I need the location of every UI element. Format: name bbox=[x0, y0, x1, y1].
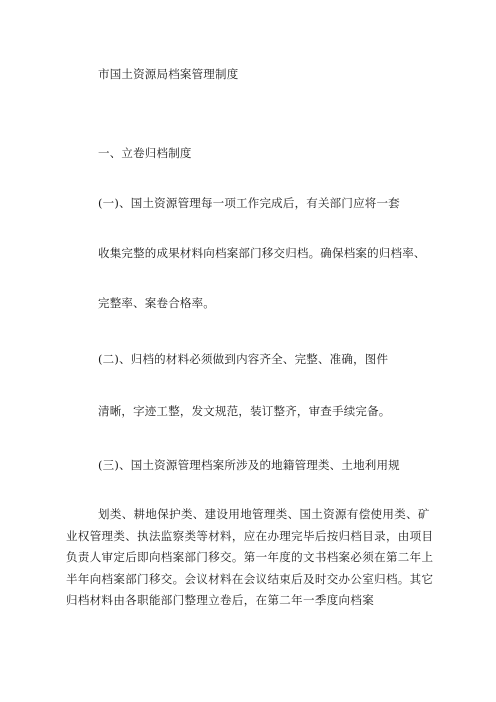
section-heading: 一、立卷归档制度 bbox=[98, 146, 192, 160]
item1-line2: 收集完整的成果材料向档案部门移交归档。确保档案的归档率、 bbox=[98, 246, 426, 260]
document-title: 市国土资源局档案管理制度 bbox=[98, 67, 239, 81]
item3-paragraph: 划类、耕地保护类、建设用地管理类、国土资源有偿使用类、矿业权管理类、执法监察类等材料，应在办理完毕后按归档目录，由项目负责人审定后即向档案部门移交。第一年度的文书档案必须在第二年上半年向档案部门移交。会议材料在会议结束后及时交办公室归档。其它归档材料由各职能部门整理立卷后，在第二年一季度向档案 bbox=[66, 507, 434, 608]
item1-line1: (一)、国土资源管理每一项工作完成后，有关部门应将一套 bbox=[98, 196, 400, 210]
item1-line3: 完整率、案卷合格率。 bbox=[98, 296, 215, 310]
item2-line2: 清晰，字迹工整，发文规范，装订整齐，审查手续完备。 bbox=[98, 404, 391, 418]
item3-line1: (三)、国土资源管理档案所涉及的地籍管理类、土地利用规 bbox=[98, 458, 400, 472]
item2-line1: (二)、归档的材料必须做到内容齐全、完整、准确，图件 bbox=[98, 352, 389, 366]
